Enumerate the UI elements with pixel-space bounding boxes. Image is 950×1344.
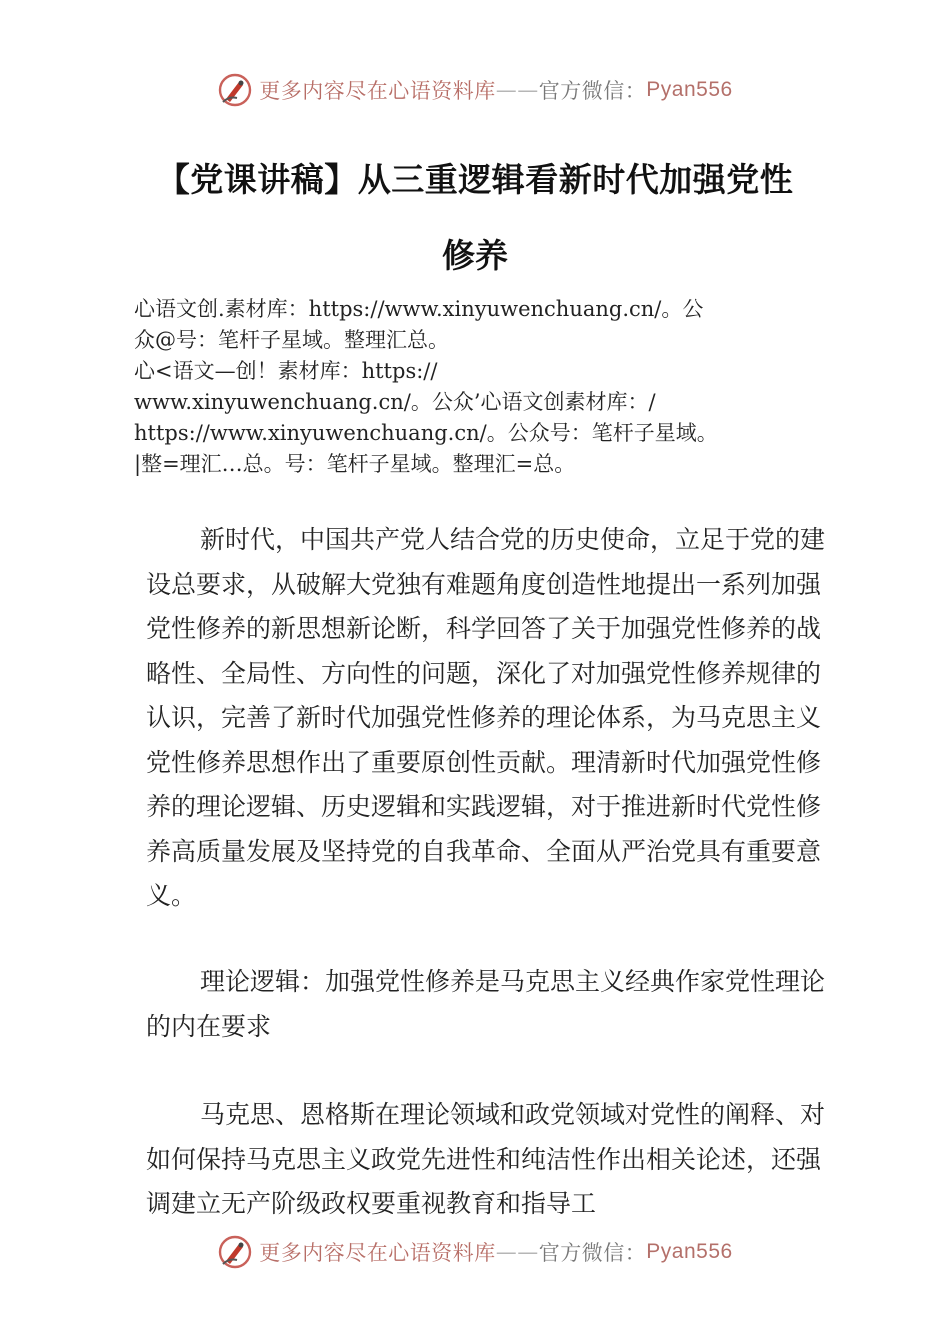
pen-logo-icon: [217, 1234, 253, 1270]
source-line: www.xinyuwenchuang.cn/。公众’心语文创素材库：/: [134, 390, 656, 414]
banner-wechat-id: Pyan556: [646, 78, 733, 101]
document-title-line-1: 【党课讲稿】从三重逻辑看新时代加强党性: [156, 160, 794, 199]
source-line: 心<语文—创！素材库：https://: [134, 359, 438, 383]
section-heading-theory-logic: 理论逻辑：加强党性修养是马克思主义经典作家党性理论的内在要求: [146, 967, 826, 1041]
banner-brand-text: 更多内容尽在心语资料库: [259, 1241, 496, 1265]
banner-label: 官方微信：: [538, 79, 647, 103]
banner-brand-text: 更多内容尽在心语资料库: [259, 79, 496, 103]
banner-separator: ——: [495, 78, 539, 102]
banner-separator: ——: [495, 1240, 539, 1264]
watermark-banner-bottom: [0, 1234, 950, 1270]
source-line: 众@号：笔杆子星域。整理汇总。: [134, 328, 449, 352]
body-paragraph-intro: 新时代，中国共产党人结合党的历史使命，立足于党的建设总要求，从破解大党独有难题角度创造性地提出一系列加强党性修养的新思想新论断，科学回答了关于加强党性修养的战略性、全局性、方向性的问题，深化了对加强党性修养规律的认识，完善了新时代加强党性修养的理论体系，为马克思主义党性修养思想作出了重要原创性贡献。理清新时代加强党性修养的理论逻辑、历史逻辑和实践逻辑，对于推进新时代党性修养高质量发展及坚持党的自我革命、全面从严治党具有重要意义。: [146, 525, 826, 910]
source-line: https://www.xinyuwenchuang.cn/。公众号：笔杆子星域。: [134, 421, 718, 445]
pen-logo-icon: [217, 72, 253, 108]
source-line: |整=理汇…总。号：笔杆子星域。整理汇=总。: [134, 452, 576, 476]
document-title-line-2: 修养: [442, 236, 508, 275]
source-line: 心语文创.素材库：https://www.xinyuwenchuang.cn/。公: [134, 297, 704, 321]
banner-wechat-id: Pyan556: [646, 1240, 733, 1263]
watermark-banner-top: [0, 72, 950, 108]
banner-label: 官方微信：: [538, 1241, 647, 1265]
source-notice: [134, 294, 834, 480]
body-paragraph-marx-engels: 马克思、恩格斯在理论领域和政党领域对党性的阐释、对如何保持马克思主义政党先进性和纯洁性作出相关论述，还强调建立无产阶级政权要重视教育和指导工: [146, 1100, 826, 1218]
